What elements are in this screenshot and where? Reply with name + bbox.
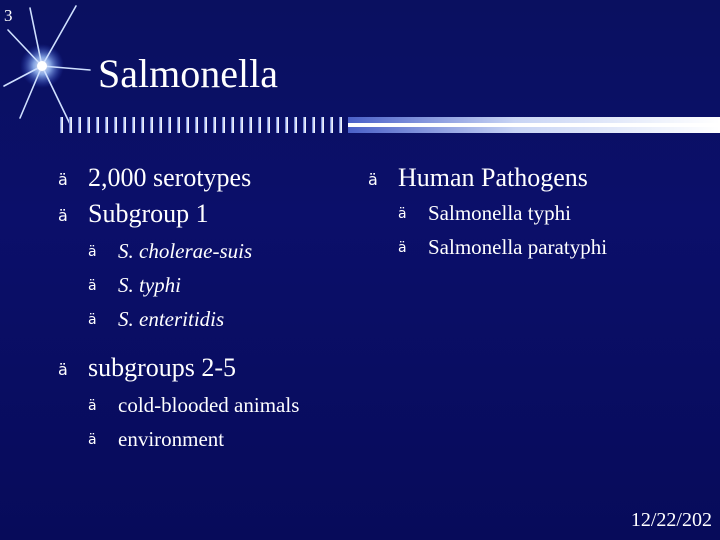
- bullet-icon: ä: [88, 432, 97, 448]
- bullet-icon: ä: [58, 206, 68, 225]
- list-item: ä S. cholerae-suis: [88, 234, 358, 268]
- starburst-icon: [0, 0, 110, 130]
- bullet-icon: ä: [88, 312, 97, 328]
- list-item: ä 2,000 serotypes: [58, 160, 358, 196]
- slide-number: 3: [4, 6, 13, 25]
- list-item: ä S. typhi: [88, 268, 358, 302]
- list-item: ä environment: [88, 422, 358, 456]
- left-column: [58, 160, 358, 458]
- list-item: ä Subgroup 1: [58, 196, 358, 232]
- subgroups2-5-list: [88, 388, 358, 456]
- bullet-icon: ä: [88, 398, 97, 414]
- bullet-icon: ä: [58, 170, 68, 189]
- bullet-icon: ä: [88, 244, 97, 260]
- title-rule: [60, 117, 720, 133]
- list-item: ä S. enteritidis: [88, 302, 358, 336]
- slide-title: Salmonella: [98, 51, 278, 96]
- list-item: ä Human Pathogens: [368, 160, 708, 196]
- list-item: ä cold-blooded animals: [88, 388, 358, 422]
- list-item: ä Salmonella typhi: [398, 196, 708, 230]
- list-item: ä subgroups 2-5: [58, 350, 358, 386]
- pathogens-list: [398, 196, 708, 264]
- subgroup1-list: [88, 234, 358, 336]
- list-item: ä Salmonella paratyphi: [398, 230, 708, 264]
- right-column: [368, 160, 708, 264]
- bullet-icon: ä: [398, 240, 407, 256]
- slide-date: 12/22/202: [630, 509, 712, 531]
- bullet-icon: ä: [398, 206, 407, 222]
- bullet-icon: ä: [88, 278, 97, 294]
- bullet-icon: ä: [58, 360, 68, 379]
- bullet-icon: ä: [368, 170, 378, 189]
